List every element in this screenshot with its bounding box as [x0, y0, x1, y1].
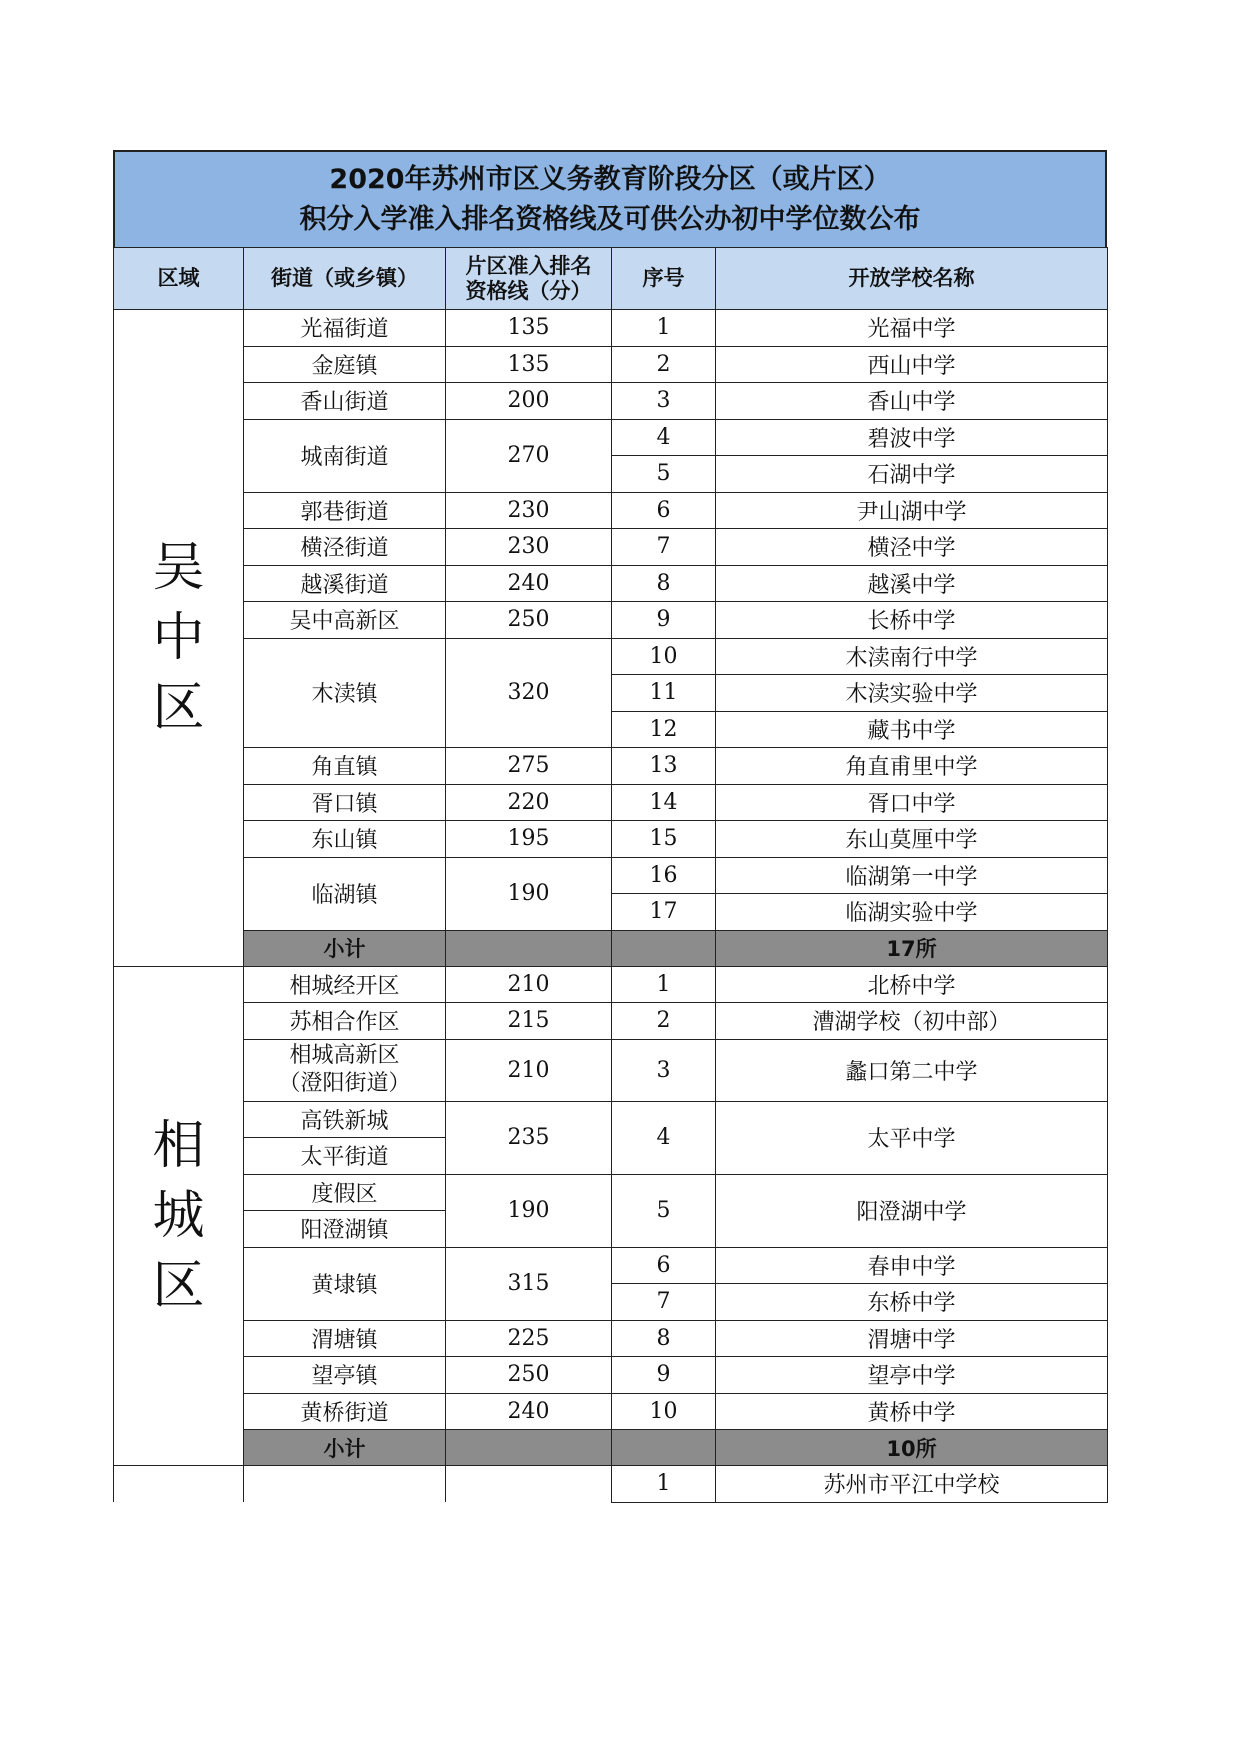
school-cell: 长桥中学: [716, 602, 1108, 639]
score-cell: 315: [446, 1247, 612, 1320]
table-row: [114, 638, 1108, 675]
school-cell: 西山中学: [716, 346, 1108, 383]
score-cell: [446, 1466, 612, 1503]
street-cell: 金庭镇: [244, 346, 446, 383]
results-sheet: [113, 150, 1107, 1503]
seq-cell: 1: [612, 310, 716, 347]
school-cell: 苏州市平江中学校: [716, 1466, 1108, 1503]
seq-cell: 14: [612, 784, 716, 821]
header-street: 街道（或乡镇）: [244, 248, 446, 310]
score-cell: 135: [446, 310, 612, 347]
header-district: 区域: [114, 248, 244, 310]
street-cell: 临湖镇: [244, 857, 446, 930]
header-row: [114, 248, 1108, 310]
school-cell: 东山莫厘中学: [716, 821, 1108, 858]
school-cell: 横泾中学: [716, 529, 1108, 566]
table-row: [114, 383, 1108, 420]
school-cell: 石湖中学: [716, 456, 1108, 493]
header-score: [446, 248, 612, 310]
street-cell: 郭巷街道: [244, 492, 446, 529]
seq-cell: 5: [612, 456, 716, 493]
school-cell: 渭塘中学: [716, 1320, 1108, 1357]
street-cell: 木渎镇: [244, 638, 446, 748]
header-seq: 序号: [612, 248, 716, 310]
school-cell: 望亭中学: [716, 1357, 1108, 1394]
score-cell: 220: [446, 784, 612, 821]
score-cell: 320: [446, 638, 612, 748]
street-cell: 东山镇: [244, 821, 446, 858]
score-cell: 215: [446, 1003, 612, 1040]
street-cell: 香山街道: [244, 383, 446, 420]
seq-cell: 15: [612, 821, 716, 858]
school-cell: 角直甫里中学: [716, 748, 1108, 785]
school-cell: 蠡口第二中学: [716, 1039, 1108, 1101]
table-row: [114, 492, 1108, 529]
seq-cell: 9: [612, 602, 716, 639]
table-row: [114, 529, 1108, 566]
seq-cell: 7: [612, 529, 716, 566]
subtotal-empty: [446, 930, 612, 966]
subtotal-row: [114, 930, 1108, 966]
seq-cell: 1: [612, 966, 716, 1003]
subtotal-value: 17所: [716, 930, 1108, 966]
seq-cell: 1: [612, 1466, 716, 1503]
score-cell: 270: [446, 419, 612, 492]
subtotal-value: 10所: [716, 1430, 1108, 1466]
school-cell: 光福中学: [716, 310, 1108, 347]
seq-cell: 7: [612, 1284, 716, 1321]
table-row: [114, 565, 1108, 602]
score-cell: 250: [446, 1357, 612, 1394]
seq-cell: 10: [612, 638, 716, 675]
seq-cell: 6: [612, 1247, 716, 1284]
table-row: [114, 748, 1108, 785]
table-row: [114, 1393, 1108, 1430]
seq-cell: 3: [612, 1039, 716, 1101]
table-row: [114, 419, 1108, 456]
school-cell: 漕湖学校（初中部）: [716, 1003, 1108, 1040]
street-cell: 城南街道: [244, 419, 446, 492]
score-cell: 250: [446, 602, 612, 639]
subtotal-empty: [612, 930, 716, 966]
score-cell: 210: [446, 966, 612, 1003]
seq-cell: 2: [612, 1003, 716, 1040]
table-row: [114, 602, 1108, 639]
score-cell: 190: [446, 1174, 612, 1247]
table-title: [113, 150, 1107, 247]
street-cell: 吴中高新区: [244, 602, 446, 639]
school-cell: 春申中学: [716, 1247, 1108, 1284]
school-cell: 木渎南行中学: [716, 638, 1108, 675]
table-row: [114, 1039, 1108, 1101]
seq-cell: 16: [612, 857, 716, 894]
seq-cell: 9: [612, 1357, 716, 1394]
table-row: [114, 784, 1108, 821]
street-cell: 黄桥街道: [244, 1393, 446, 1430]
school-cell: 香山中学: [716, 383, 1108, 420]
table-row: [114, 821, 1108, 858]
title-line-2: 积分入学准入排名资格线及可供公办初中学位数公布: [299, 204, 921, 235]
street-cell: 越溪街道: [244, 565, 446, 602]
table-row: [114, 1320, 1108, 1357]
subtotal-empty: [612, 1430, 716, 1466]
district-char: 相: [152, 1115, 205, 1176]
street-cell: 横泾街道: [244, 529, 446, 566]
district-char: 中: [152, 607, 205, 668]
street-line2: （澄阳街道）: [278, 1071, 411, 1096]
table-row: [114, 1003, 1108, 1040]
subtotal-label: 小计: [244, 1430, 446, 1466]
school-cell: 黄桥中学: [716, 1393, 1108, 1430]
header-score-line1: 片区准入排名: [465, 253, 592, 278]
street-cell: 苏相合作区: [244, 1003, 446, 1040]
score-cell: 190: [446, 857, 612, 930]
school-cell: 阳澄湖中学: [716, 1174, 1108, 1247]
school-cell: 北桥中学: [716, 966, 1108, 1003]
seq-cell: 6: [612, 492, 716, 529]
seq-cell: 5: [612, 1174, 716, 1247]
table-row: [114, 310, 1108, 347]
header-score-line2: 资格线（分）: [465, 278, 592, 303]
score-cell: 235: [446, 1101, 612, 1174]
table-row: [114, 346, 1108, 383]
street-cell: [244, 1466, 446, 1503]
street-cell: 高铁新城: [244, 1101, 446, 1138]
district-wuzhong: [114, 310, 244, 967]
table-row: [114, 1174, 1108, 1211]
score-cell: 200: [446, 383, 612, 420]
seq-cell: 4: [612, 1101, 716, 1174]
street-cell: 角直镇: [244, 748, 446, 785]
subtotal-row: [114, 1430, 1108, 1466]
school-cell: 木渎实验中学: [716, 675, 1108, 712]
title-line-1: 2020年苏州市区义务教育阶段分区（或片区）: [329, 164, 891, 195]
school-cell: 尹山湖中学: [716, 492, 1108, 529]
street-cell: 望亭镇: [244, 1357, 446, 1394]
district-cell-cut: [114, 1466, 244, 1503]
seq-cell: 8: [612, 1320, 716, 1357]
school-cell: 太平中学: [716, 1101, 1108, 1174]
table-row: [114, 857, 1108, 894]
score-cell: 135: [446, 346, 612, 383]
street-cell: 相城经开区: [244, 966, 446, 1003]
school-cell: 东桥中学: [716, 1284, 1108, 1321]
table-row: [114, 1101, 1108, 1138]
score-cell: 210: [446, 1039, 612, 1101]
district-xiangcheng: [114, 966, 244, 1466]
table-row: [114, 1247, 1108, 1284]
table-row: [114, 1466, 1108, 1503]
seq-cell: 10: [612, 1393, 716, 1430]
subtotal-label: 小计: [244, 930, 446, 966]
school-cell: 越溪中学: [716, 565, 1108, 602]
street-cell: [244, 1039, 446, 1101]
street-line1: 相城高新区: [289, 1043, 400, 1068]
score-cell: 240: [446, 565, 612, 602]
school-cell: 临湖第一中学: [716, 857, 1108, 894]
subtotal-empty: [446, 1430, 612, 1466]
score-cell: 230: [446, 529, 612, 566]
school-cell: 胥口中学: [716, 784, 1108, 821]
table-row: [114, 1357, 1108, 1394]
header-school: 开放学校名称: [716, 248, 1108, 310]
seq-cell: 2: [612, 346, 716, 383]
seq-cell: 12: [612, 711, 716, 748]
street-cell: 太平街道: [244, 1138, 446, 1175]
school-cell: 临湖实验中学: [716, 894, 1108, 931]
score-cell: 240: [446, 1393, 612, 1430]
score-cell: 225: [446, 1320, 612, 1357]
street-cell: 光福街道: [244, 310, 446, 347]
district-char: 吴: [152, 537, 205, 598]
seq-cell: 17: [612, 894, 716, 931]
score-cell: 195: [446, 821, 612, 858]
admission-table: [113, 247, 1108, 1503]
table-row: [114, 966, 1108, 1003]
seq-cell: 11: [612, 675, 716, 712]
seq-cell: 13: [612, 748, 716, 785]
district-char: 区: [152, 1255, 205, 1316]
street-cell: 渭塘镇: [244, 1320, 446, 1357]
seq-cell: 8: [612, 565, 716, 602]
street-cell: 胥口镇: [244, 784, 446, 821]
street-cell: 黄埭镇: [244, 1247, 446, 1320]
seq-cell: 3: [612, 383, 716, 420]
district-char: 区: [152, 677, 205, 738]
score-cell: 275: [446, 748, 612, 785]
district-char: 城: [152, 1185, 205, 1246]
school-cell: 藏书中学: [716, 711, 1108, 748]
school-cell: 碧波中学: [716, 419, 1108, 456]
street-cell: 阳澄湖镇: [244, 1211, 446, 1248]
seq-cell: 4: [612, 419, 716, 456]
score-cell: 230: [446, 492, 612, 529]
street-cell: 度假区: [244, 1174, 446, 1211]
